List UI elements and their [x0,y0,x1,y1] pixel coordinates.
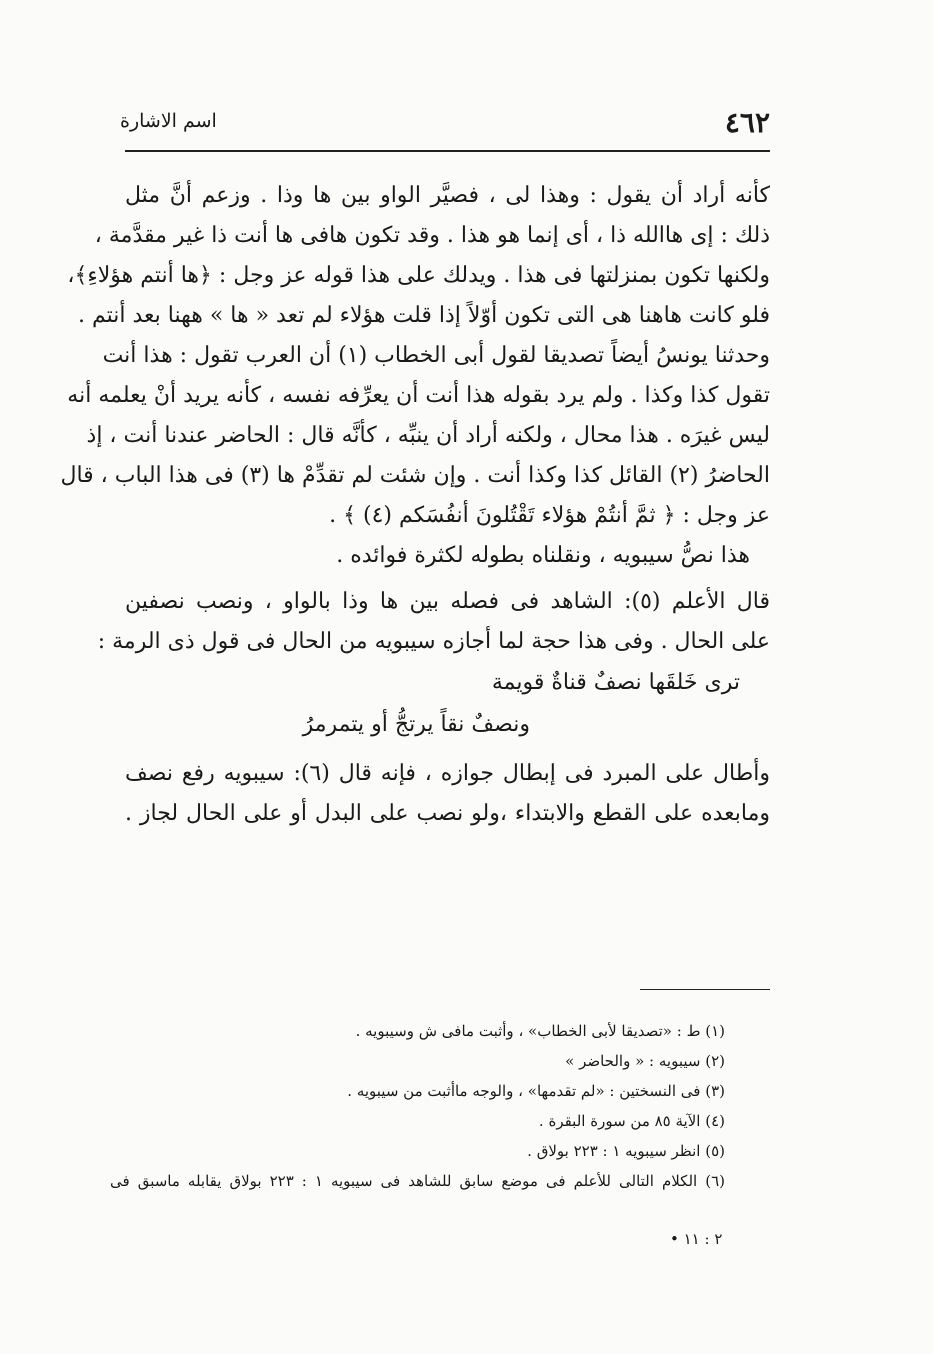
verse-line: ترى خَلقَها نصفٌ قناةٌ قويمة [491,670,740,695]
header-rule [125,150,770,152]
footnote: (٤) الآية ٨٥ من سورة البقرة . [538,1112,725,1130]
text-line: تقول كذا وكذا . ولم يرد بقوله هذا أنت أن يعرِّفه نفسه ، كأنه يريد أنْ يعلمه أنه [67,383,770,408]
text-line: ومابعده على القطع والابتداء ،ولو نصب على البدل أو على الحال لجاز . [125,801,770,826]
main-text [60,176,771,834]
text-line: كأنه أراد أن يقول : وهذا لى ، فصيَّر الواو بين ها وذا . وزعم أنَّ مثل [125,183,770,208]
text-line: ذلك : إى هاالله ذا ، أى إنما هو هذا . وقد تكون هافى ها أنت ذا غير مقدَّمة ، [94,223,770,248]
text-line: وحدثنا يونسُ أيضاً تصديقا لقول أبى الخطاب (١) أن العرب تقول : هذا أنت [102,343,770,368]
footnote: (٦) الكلام التالى للأعلم فى موضع سابق للشاهد فى سيبويه ١ : ٢٢٣ بولاق يقابله ماسبق فى [110,1172,725,1190]
footnote: (٢) سيبويه : « والحاضر » [565,1052,725,1070]
text-line: على الحال . وفى هذا حجة لما أجازه سيبويه من الحال فى قول ذى الرمة : [97,629,770,654]
footnote: (١) ط : «تصديقا لأبى الخطاب» ، وأثبت مافى ش وسيبويه . [355,1022,725,1040]
running-title: اسم الاشارة [120,110,217,132]
text-line: وأطال على المبرد فى إبطال جوازه ، فإنه قال (٦): سيبويه رفع نصف [125,761,770,786]
footnotes [110,1016,725,1196]
page-header [120,96,770,146]
text-line: الحاضرُ (٢) القائل كذا وكذا أنت . وإن شئت لم تقدِّمْ ها (٣) فى هذا الباب ، قال [60,463,770,488]
text-line: ليس غيرَه . هذا محال ، ولكنه أراد أن ينبِّه ، كأنَّه قال : الحاضر عندنا أنت ، إذ [86,423,770,448]
footnote: (٥) انظر سيبويه ١ : ٢٢٣ بولاق . [527,1142,725,1160]
signature-mark: ٢ : ١١ • [670,1230,723,1248]
verse-line: ونصفٌ نقاً يرتجُّ أو يتمرمرُ [302,712,530,737]
text-line: قال الأعلم (٥): الشاهد فى فصله بين ها وذا بالواو ، ونصب نصفين [125,589,771,614]
text-line: فلو كانت هاهنا هى التى تكون أوّلاً إذا قلت هؤلاء لم تعد « ها » ههنا بعد أنتم . [77,303,770,328]
text-line: ولكنها تكون بمنزلتها فى هذا . ويدلك على هذا قوله عز وجل : ﴿ها أنتم هؤلاءِ﴾، [67,263,770,288]
text-line: عز وجل : ﴿ ثمَّ أنتُمْ هؤلاء تَقْتُلونَ أنفُسَكم (٤) ﴾ . [329,503,770,528]
footnote-rule [640,989,770,990]
text-line: هذا نصُّ سيبويه ، ونقلناه بطوله لكثرة فوائده . [336,543,750,568]
footnote: (٣) فى النسختين : «لم تقدمها» ، والوجه ماأثبت من سيبويه . [347,1082,725,1100]
page-number: ٤٦٢ [724,106,770,139]
